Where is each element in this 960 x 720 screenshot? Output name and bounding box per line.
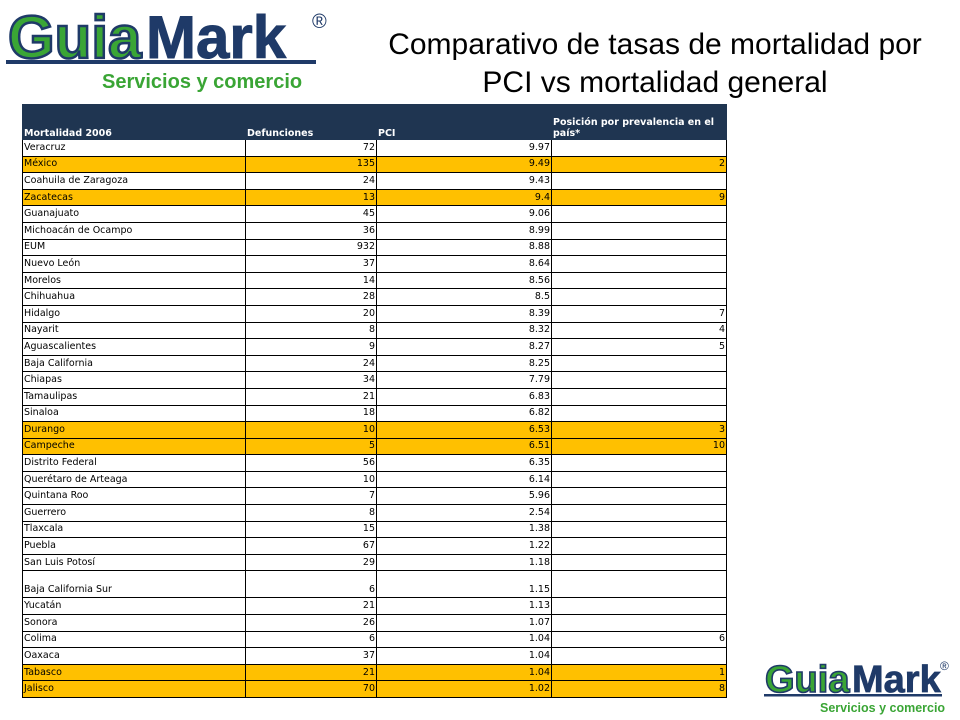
table-row <box>23 156 727 173</box>
logo-bottom-registered: ® <box>940 659 949 673</box>
table-row <box>23 222 727 239</box>
cell-pci: 6.83 <box>377 388 552 405</box>
cell-defunciones: 28 <box>246 289 377 306</box>
cell-defunciones: 6 <box>246 631 377 648</box>
cell-estado: EUM <box>23 239 246 256</box>
mortality-table <box>22 104 727 698</box>
cell-posicion <box>552 554 727 571</box>
cell-defunciones: 20 <box>246 305 377 322</box>
table-row <box>23 615 727 632</box>
registered-mark: ® <box>312 11 327 33</box>
cell-defunciones: 70 <box>246 681 377 698</box>
cell-posicion <box>552 471 727 488</box>
header-defunciones: Defunciones <box>246 105 377 140</box>
cell-estado: Aguascalientes <box>23 339 246 356</box>
cell-estado: Tamaulipas <box>23 388 246 405</box>
cell-pci: 7.79 <box>377 372 552 389</box>
cell-posicion <box>552 488 727 505</box>
table-row <box>23 598 727 615</box>
slide-title <box>360 26 950 102</box>
cell-defunciones: 72 <box>246 140 377 157</box>
cell-pci: 6.82 <box>377 405 552 422</box>
guiamark-logo-top <box>6 4 336 96</box>
cell-posicion <box>552 538 727 555</box>
cell-pci: 1.04 <box>377 664 552 681</box>
cell-defunciones: 24 <box>246 355 377 372</box>
cell-defunciones: 10 <box>246 471 377 488</box>
table-row <box>23 322 727 339</box>
logo-word-guia: Guia <box>8 4 142 71</box>
table-row <box>23 355 727 372</box>
cell-pci: 9.4 <box>377 189 552 206</box>
cell-defunciones: 6 <box>246 571 377 598</box>
cell-estado: Chiapas <box>23 372 246 389</box>
table-row <box>23 173 727 190</box>
cell-posicion: 2 <box>552 156 727 173</box>
cell-pci: 8.25 <box>377 355 552 372</box>
table-row <box>23 538 727 555</box>
table-row <box>23 648 727 665</box>
table-row <box>23 305 727 322</box>
table-header-row <box>23 105 727 140</box>
cell-estado: Distrito Federal <box>23 455 246 472</box>
cell-estado: Sinaloa <box>23 405 246 422</box>
table-row <box>23 339 727 356</box>
title-line-1: Comparativo de tasas de mortalidad por <box>388 28 922 61</box>
cell-posicion <box>552 372 727 389</box>
cell-posicion: 8 <box>552 681 727 698</box>
cell-estado: Jalisco <box>23 681 246 698</box>
table-row <box>23 372 727 389</box>
table-row <box>23 206 727 223</box>
cell-posicion <box>552 598 727 615</box>
table-row <box>23 571 727 598</box>
table-row <box>23 405 727 422</box>
cell-defunciones: 5 <box>246 438 377 455</box>
cell-posicion <box>552 256 727 273</box>
logo-tagline: Servicios y comercio <box>102 71 303 93</box>
cell-defunciones: 21 <box>246 388 377 405</box>
table-row <box>23 521 727 538</box>
cell-estado: Veracruz <box>23 140 246 157</box>
logo-word-mark: Mark <box>146 4 287 71</box>
cell-estado: Tabasco <box>23 664 246 681</box>
table-row <box>23 471 727 488</box>
cell-defunciones: 7 <box>246 488 377 505</box>
cell-pci: 5.96 <box>377 488 552 505</box>
cell-posicion <box>552 289 727 306</box>
cell-pci: 8.88 <box>377 239 552 256</box>
cell-estado: Baja California Sur <box>23 571 246 598</box>
cell-defunciones: 8 <box>246 505 377 522</box>
cell-defunciones: 8 <box>246 322 377 339</box>
cell-posicion <box>552 405 727 422</box>
cell-pci: 8.39 <box>377 305 552 322</box>
cell-posicion <box>552 505 727 522</box>
cell-pci: 8.64 <box>377 256 552 273</box>
cell-estado: Puebla <box>23 538 246 555</box>
cell-pci: 9.97 <box>377 140 552 157</box>
cell-estado: Sonora <box>23 615 246 632</box>
table-row <box>23 189 727 206</box>
cell-pci: 1.04 <box>377 631 552 648</box>
cell-pci: 6.53 <box>377 422 552 439</box>
cell-defunciones: 932 <box>246 239 377 256</box>
cell-posicion: 3 <box>552 422 727 439</box>
cell-defunciones: 36 <box>246 222 377 239</box>
table-row <box>23 631 727 648</box>
cell-posicion <box>552 222 727 239</box>
cell-defunciones: 15 <box>246 521 377 538</box>
table-row <box>23 289 727 306</box>
cell-posicion <box>552 272 727 289</box>
cell-estado: Zacatecas <box>23 189 246 206</box>
cell-posicion: 9 <box>552 189 727 206</box>
cell-posicion <box>552 388 727 405</box>
cell-defunciones: 10 <box>246 422 377 439</box>
cell-estado: Oaxaca <box>23 648 246 665</box>
cell-posicion <box>552 521 727 538</box>
cell-pci: 8.27 <box>377 339 552 356</box>
cell-defunciones: 67 <box>246 538 377 555</box>
header-pci: PCI <box>377 105 552 140</box>
cell-defunciones: 18 <box>246 405 377 422</box>
cell-pci: 6.14 <box>377 471 552 488</box>
cell-estado: Hidalgo <box>23 305 246 322</box>
cell-pci: 9.06 <box>377 206 552 223</box>
cell-posicion: 6 <box>552 631 727 648</box>
table-row <box>23 140 727 157</box>
table-row <box>23 272 727 289</box>
cell-posicion: 1 <box>552 664 727 681</box>
table-row <box>23 488 727 505</box>
cell-posicion: 4 <box>552 322 727 339</box>
cell-posicion: 7 <box>552 305 727 322</box>
cell-estado: Nayarit <box>23 322 246 339</box>
cell-estado: Querétaro de Arteaga <box>23 471 246 488</box>
logo-bottom-word-mark: Mark <box>852 659 941 701</box>
table-body <box>23 140 727 698</box>
cell-posicion: 5 <box>552 339 727 356</box>
cell-estado: Baja California <box>23 355 246 372</box>
table-row <box>23 239 727 256</box>
cell-defunciones: 37 <box>246 256 377 273</box>
cell-pci: 1.07 <box>377 615 552 632</box>
cell-pci: 8.56 <box>377 272 552 289</box>
title-line-2: PCI vs mortalidad general <box>482 66 828 99</box>
logo-bottom-word-guia: Guia <box>765 659 850 701</box>
cell-defunciones: 26 <box>246 615 377 632</box>
cell-defunciones: 21 <box>246 664 377 681</box>
cell-estado: Yucatán <box>23 598 246 615</box>
table-row <box>23 422 727 439</box>
table-row <box>23 455 727 472</box>
cell-pci: 1.22 <box>377 538 552 555</box>
cell-pci: 8.99 <box>377 222 552 239</box>
cell-pci: 9.43 <box>377 173 552 190</box>
table-row <box>23 438 727 455</box>
cell-pci: 1.38 <box>377 521 552 538</box>
cell-pci: 2.54 <box>377 505 552 522</box>
cell-estado: Durango <box>23 422 246 439</box>
cell-defunciones: 45 <box>246 206 377 223</box>
table-row <box>23 256 727 273</box>
table-row <box>23 554 727 571</box>
header-posicion: Posición por prevalencia en el país* <box>552 105 727 140</box>
cell-posicion <box>552 239 727 256</box>
cell-posicion: 10 <box>552 438 727 455</box>
cell-estado: Guerrero <box>23 505 246 522</box>
cell-posicion <box>552 355 727 372</box>
cell-pci: 1.15 <box>377 571 552 598</box>
cell-pci: 9.49 <box>377 156 552 173</box>
cell-defunciones: 21 <box>246 598 377 615</box>
cell-defunciones: 37 <box>246 648 377 665</box>
cell-defunciones: 24 <box>246 173 377 190</box>
cell-posicion <box>552 648 727 665</box>
cell-estado: Morelos <box>23 272 246 289</box>
table-row <box>23 681 727 698</box>
cell-pci: 1.13 <box>377 598 552 615</box>
cell-defunciones: 56 <box>246 455 377 472</box>
cell-estado: San Luis Potosí <box>23 554 246 571</box>
cell-pci: 8.32 <box>377 322 552 339</box>
guiamark-logo-bottom <box>764 656 954 718</box>
cell-estado: Coahuila de Zaragoza <box>23 173 246 190</box>
table-row <box>23 388 727 405</box>
cell-posicion <box>552 173 727 190</box>
cell-estado: México <box>23 156 246 173</box>
cell-estado: Colima <box>23 631 246 648</box>
cell-estado: Campeche <box>23 438 246 455</box>
cell-defunciones: 14 <box>246 272 377 289</box>
cell-pci: 6.51 <box>377 438 552 455</box>
cell-posicion <box>552 206 727 223</box>
table-row <box>23 505 727 522</box>
cell-pci: 1.18 <box>377 554 552 571</box>
cell-posicion <box>552 455 727 472</box>
cell-estado: Tlaxcala <box>23 521 246 538</box>
cell-pci: 8.5 <box>377 289 552 306</box>
cell-defunciones: 135 <box>246 156 377 173</box>
cell-pci: 6.35 <box>377 455 552 472</box>
cell-estado: Guanajuato <box>23 206 246 223</box>
cell-defunciones: 29 <box>246 554 377 571</box>
cell-defunciones: 34 <box>246 372 377 389</box>
cell-defunciones: 13 <box>246 189 377 206</box>
cell-estado: Chihuahua <box>23 289 246 306</box>
cell-defunciones: 9 <box>246 339 377 356</box>
cell-posicion <box>552 140 727 157</box>
cell-estado: Quintana Roo <box>23 488 246 505</box>
cell-pci: 1.04 <box>377 648 552 665</box>
table-row <box>23 664 727 681</box>
cell-posicion <box>552 571 727 598</box>
cell-pci: 1.02 <box>377 681 552 698</box>
cell-posicion <box>552 615 727 632</box>
logo-bottom-tagline: Servicios y comercio <box>820 701 946 715</box>
cell-estado: Michoacán de Ocampo <box>23 222 246 239</box>
cell-estado: Nuevo León <box>23 256 246 273</box>
header-mortalidad: Mortalidad 2006 <box>23 105 246 140</box>
